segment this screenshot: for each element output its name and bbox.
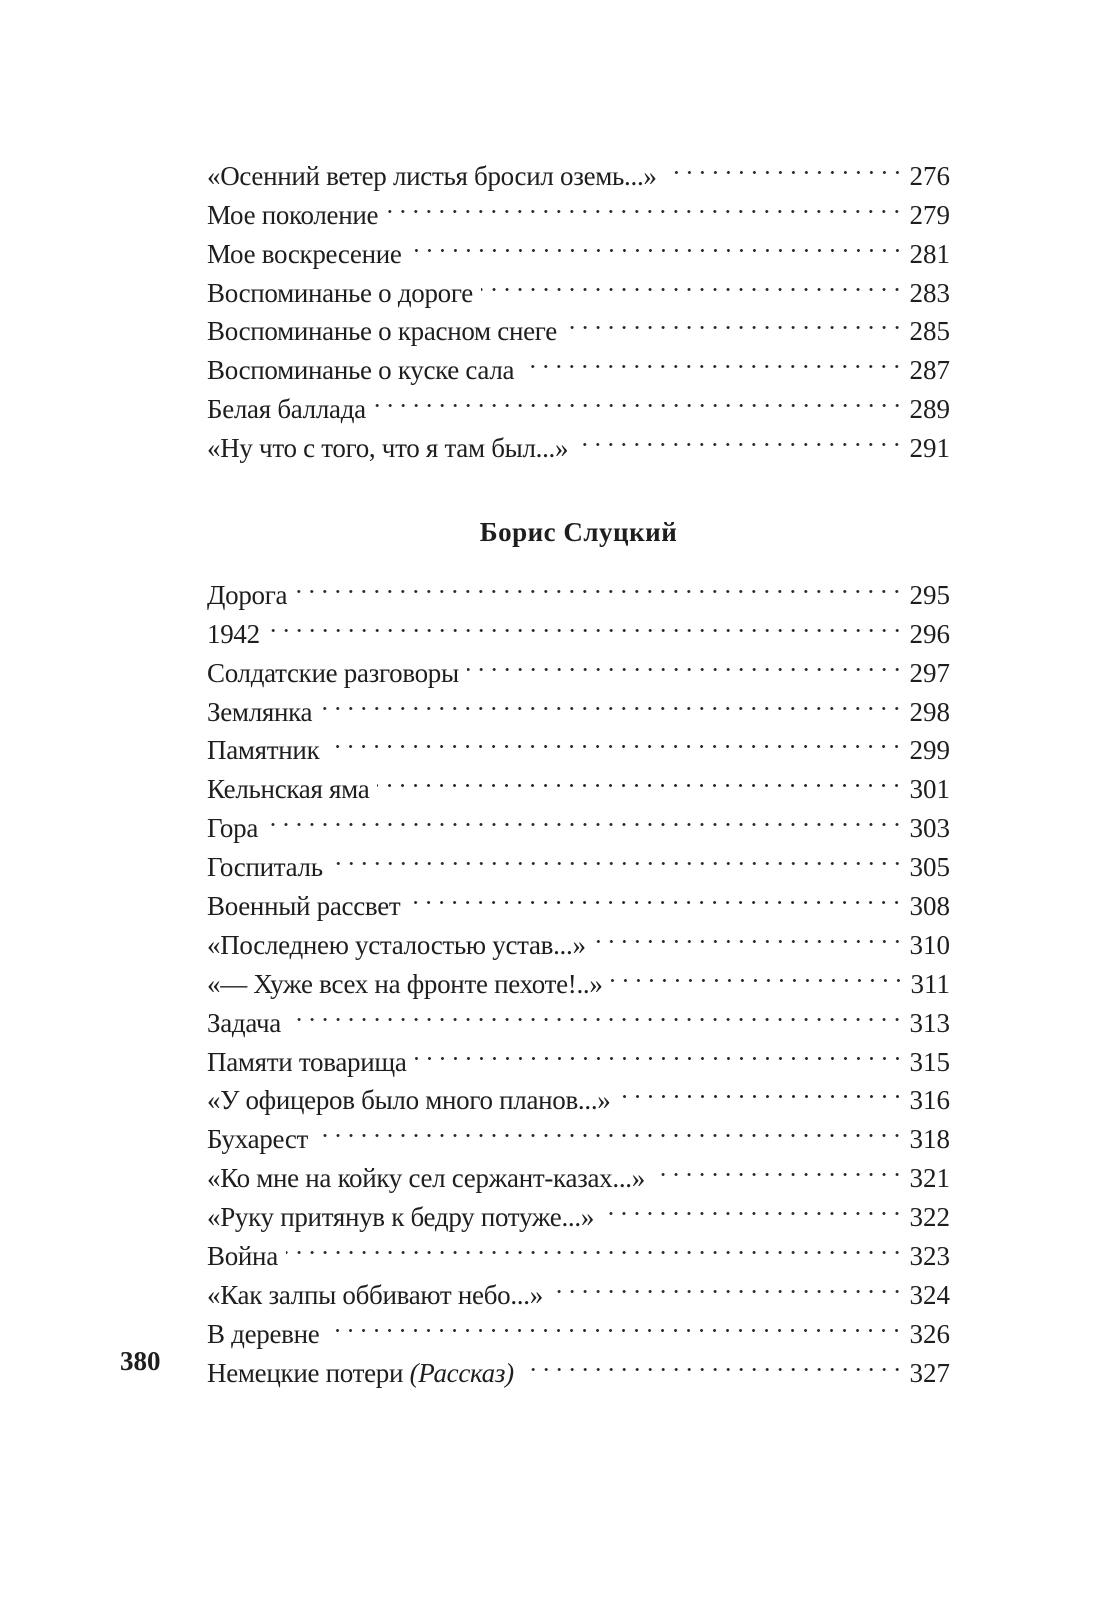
toc-entry-title-text: Немецкие потери bbox=[207, 1357, 404, 1388]
toc-entry-title: Воспоминанье о дороге bbox=[207, 277, 473, 308]
toc-entry-title: «Как залпы оббивают небо...» bbox=[207, 1279, 543, 1310]
toc-entry bbox=[207, 643, 950, 688]
toc-entry-page: 315 bbox=[909, 1046, 950, 1077]
dot-leader bbox=[327, 721, 905, 760]
dot-leader bbox=[295, 565, 905, 604]
toc-entry-title-note: (Рассказ) bbox=[409, 1357, 514, 1388]
dot-leader bbox=[327, 1304, 905, 1343]
toc-entry-page: 318 bbox=[909, 1124, 950, 1155]
toc-entry-page: 308 bbox=[909, 891, 950, 922]
toc-entry-page: 322 bbox=[909, 1202, 950, 1233]
dot-leader bbox=[565, 302, 906, 341]
toc-entry-title: Бухарест bbox=[207, 1124, 308, 1155]
dot-leader bbox=[481, 263, 906, 302]
toc-entry-page: 303 bbox=[909, 813, 950, 844]
toc-entry-page: 289 bbox=[909, 394, 950, 425]
toc-entry-page: 321 bbox=[909, 1163, 950, 1194]
toc-entry-title: Задача bbox=[207, 1007, 281, 1038]
toc-entry bbox=[207, 1226, 950, 1272]
toc-entry bbox=[207, 1148, 950, 1194]
toc-entry-title: «У офицеров было много планов...» bbox=[207, 1085, 611, 1116]
toc-entry-title: 1942 bbox=[207, 618, 260, 649]
section-heading: Борис Слуцкий bbox=[479, 517, 678, 547]
toc-entry bbox=[207, 1265, 950, 1310]
toc-entry bbox=[207, 993, 950, 1038]
dot-leader bbox=[551, 1265, 906, 1304]
toc-entry-title: Белая баллада bbox=[207, 394, 366, 425]
toc-entry-page: 276 bbox=[909, 160, 950, 191]
toc-entry-page: 323 bbox=[909, 1241, 950, 1272]
toc-entry-title: «Ну что с того, что я там был...» bbox=[207, 433, 569, 464]
toc-entry-page: 291 bbox=[909, 433, 950, 464]
toc-entry-page: 283 bbox=[909, 277, 950, 308]
toc-entry-page: 301 bbox=[909, 774, 950, 805]
toc-entry-title: Война bbox=[207, 1241, 278, 1272]
toc-entry-title: Кельнская яма bbox=[207, 774, 370, 805]
toc-continued-list bbox=[207, 146, 950, 464]
dot-leader bbox=[316, 1109, 906, 1148]
toc-entry-page: 313 bbox=[909, 1007, 950, 1038]
toc-entry-title: «Последнею усталостью устав...» bbox=[207, 929, 586, 960]
toc-entry-page: 324 bbox=[909, 1279, 950, 1310]
toc-entry-title: В деревне bbox=[207, 1318, 320, 1349]
toc-entry-title: Памятник bbox=[207, 735, 320, 766]
toc-entry-page: 305 bbox=[909, 852, 950, 883]
dot-leader bbox=[289, 993, 906, 1032]
toc-entry-page: 327 bbox=[909, 1357, 950, 1388]
page-number: 380 bbox=[120, 1346, 161, 1376]
dot-leader bbox=[594, 915, 906, 954]
toc-entry-page: 299 bbox=[909, 735, 950, 766]
toc-entry-page: 279 bbox=[909, 199, 950, 230]
toc-entry bbox=[207, 1109, 950, 1155]
toc-entry bbox=[207, 146, 950, 191]
toc-entry-page: 297 bbox=[909, 657, 950, 688]
toc-entry-title: Гора bbox=[207, 813, 259, 844]
toc-entry-title: Мое воскресение bbox=[207, 238, 402, 269]
dot-leader bbox=[576, 418, 905, 457]
dot-leader bbox=[268, 604, 906, 643]
toc-entry-page: 298 bbox=[909, 696, 950, 727]
dot-leader bbox=[653, 1148, 906, 1187]
toc-entry-title: Солдатские разговоры bbox=[207, 657, 459, 688]
toc-entry-title: Мое поколение bbox=[207, 199, 379, 230]
toc-entry-title: Землянка bbox=[207, 696, 313, 727]
toc-entry-page: 296 bbox=[909, 618, 950, 649]
toc-entry-title: Памяти товарища bbox=[207, 1046, 407, 1077]
toc-entry-title: «Осенний ветер листья бросил оземь...» bbox=[207, 160, 657, 191]
toc-entry-title: Воспоминанье о красном снеге bbox=[207, 316, 557, 347]
dot-leader bbox=[286, 1226, 906, 1265]
toc-entry bbox=[207, 1032, 950, 1077]
toc-entry-title: «Ко мне на койку сел сержант-казах...» bbox=[207, 1163, 645, 1194]
dot-leader bbox=[386, 185, 905, 224]
dot-leader bbox=[611, 954, 907, 993]
toc-entry-page: 287 bbox=[909, 355, 950, 386]
toc-entry-page: 285 bbox=[909, 316, 950, 347]
dot-leader bbox=[410, 224, 906, 263]
toc-entry bbox=[207, 798, 950, 844]
dot-leader bbox=[331, 837, 906, 876]
dot-leader bbox=[377, 759, 905, 798]
toc-entry bbox=[207, 604, 950, 649]
toc-entry-title: Военный рассвет bbox=[207, 891, 401, 922]
toc-entry-page: 326 bbox=[909, 1318, 950, 1349]
dot-leader bbox=[374, 379, 906, 418]
toc-entry-title: «— Хуже всех на фронте пехоте!..» bbox=[207, 968, 603, 999]
dot-leader bbox=[619, 1071, 906, 1110]
dot-leader bbox=[408, 876, 905, 915]
toc-entry-page: 281 bbox=[909, 238, 950, 269]
toc-entry-title: Дорога bbox=[207, 579, 288, 610]
toc-entry-title: Воспоминанье о куске сала bbox=[207, 355, 515, 386]
toc-entry bbox=[207, 565, 950, 610]
dot-leader bbox=[665, 146, 906, 185]
dot-leader bbox=[320, 682, 905, 721]
toc-entry-page: 295 bbox=[909, 579, 950, 610]
dot-leader bbox=[266, 798, 905, 837]
dot-leader bbox=[602, 1187, 905, 1226]
toc-entry-title bbox=[207, 1354, 522, 1393]
toc-entry-page: 316 bbox=[909, 1085, 950, 1116]
dot-leader bbox=[522, 340, 905, 379]
toc-entry-title: «Руку притянув к бедру потуже...» bbox=[207, 1202, 595, 1233]
dot-leader bbox=[522, 1343, 906, 1382]
toc-entry bbox=[207, 837, 950, 883]
toc-section-list bbox=[207, 565, 950, 1388]
dot-leader bbox=[467, 643, 906, 682]
toc-entry-title: Госпиталь bbox=[207, 852, 323, 883]
toc-entry-page: 310 bbox=[909, 929, 950, 960]
toc-entry-page: 311 bbox=[910, 968, 950, 999]
dot-leader bbox=[415, 1032, 906, 1071]
